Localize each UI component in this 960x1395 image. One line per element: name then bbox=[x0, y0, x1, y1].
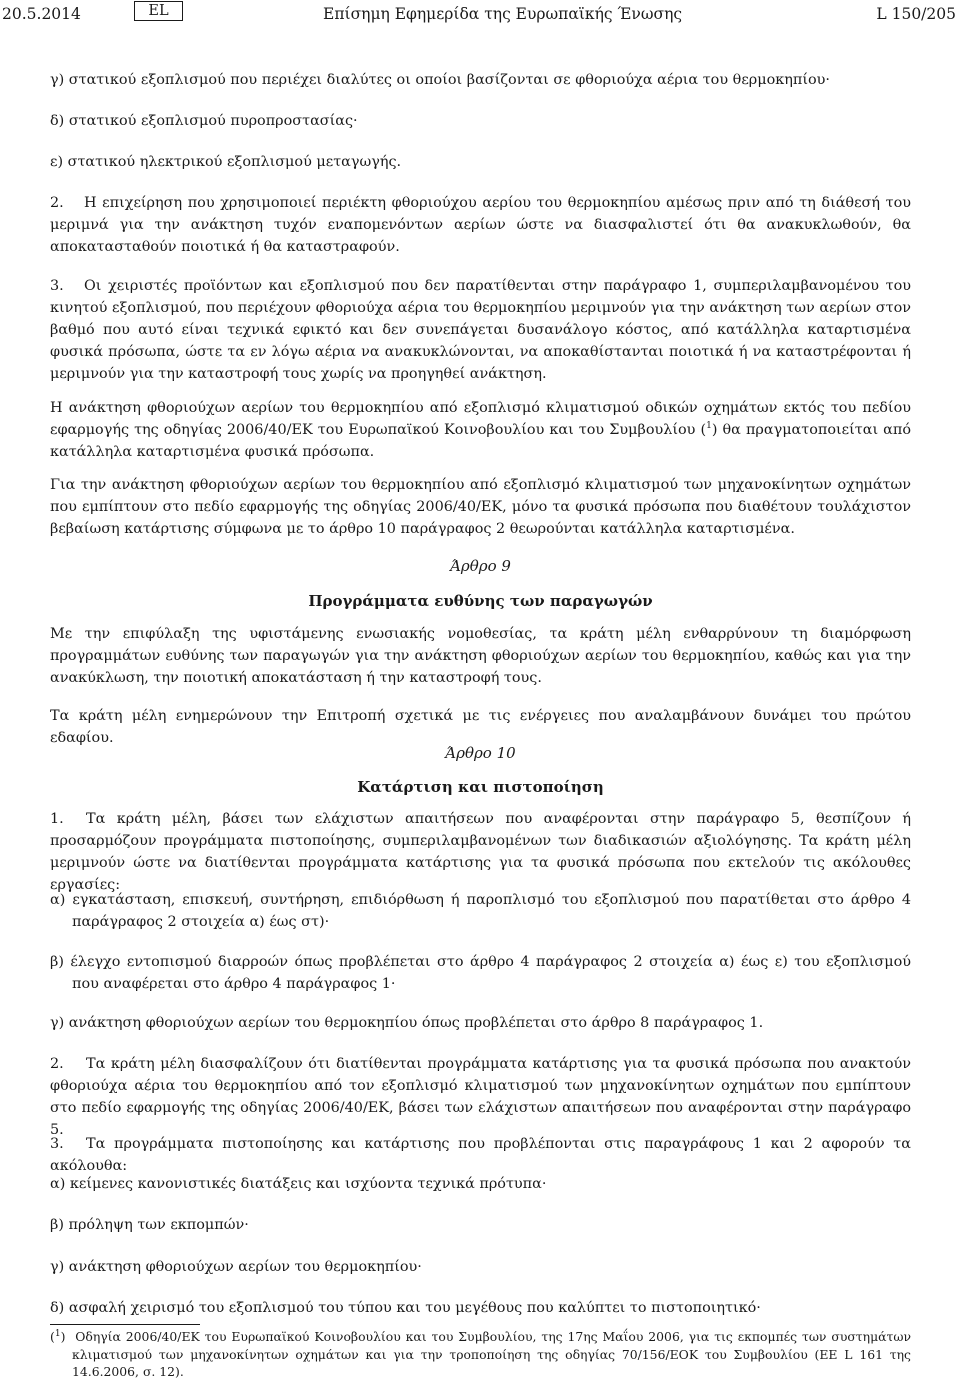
paragraph-text: Τα κράτη μέλη διασφαλίζουν ότι διατίθενται προγράμματα κατάρτισης για τα φυσικά πρόσωπα που ανακτούν φθοριούχα αέρια του θερμοκηπίου από τον εξοπλισμό κλιματισμού των μηχανοκίνητων οχημάτων που εμπίπτουν στο πεδίο εφαρμογής της οδηγίας 2006/40/ΕΚ, βάσει των ελάχιστων απαιτήσεων που αναφέρονται στην παράγραφο 5. bbox=[50, 1056, 911, 1138]
article-10-item-b: β) έλεγχο εντοπισμού διαρροών όπως προβλέπεται στο άρθρο 4 παράγραφος 2 στοιχεία α) έως ε) του εξοπλισμού που αναφέρεται στο άρθρο 4 παράγραφος 1· bbox=[50, 954, 911, 992]
paragraph-2 bbox=[50, 192, 911, 258]
article-10-item-3b: β) πρόληψη των εκπομπών· bbox=[50, 1217, 249, 1233]
paragraph-number: 1. bbox=[50, 811, 64, 827]
paragraph-3 bbox=[50, 275, 911, 385]
article-10-title: Κατάρτιση και πιστοποίηση bbox=[357, 778, 604, 796]
article-10-item-c: γ) ανάκτηση φθοριούχων αερίων του θερμοκηπίου όπως προβλέπεται στο άρθρο 8 παράγραφος 1. bbox=[50, 1015, 764, 1031]
article-9-title: Προγράμματα ευθύνης των παραγωγών bbox=[308, 592, 653, 610]
article-10-item-3a: α) κείμενες κανονιστικές διατάξεις και ισχύοντα τεχνικά πρότυπα· bbox=[50, 1176, 547, 1192]
page-reference: L 150/205 bbox=[876, 5, 956, 23]
paragraph-text: Η επιχείρηση που χρησιμοποιεί περιέκτη φθοριούχου αερίου του θερμοκηπίου αμέσως πριν από τη διάθεσή του μεριμνά για την ανάκτηση τυχόν εναπομενόντων αερίων ώστε να διασφαλιστεί ότι θα ανακυκλωθούν, θα αποκατασταθούν ποιοτικά ή θα καταστραφούν. bbox=[50, 195, 911, 255]
article-10-paragraph-1 bbox=[50, 808, 911, 896]
list-item-e: ε) στατικού ηλεκτρικού εξοπλισμού μεταγωγής. bbox=[50, 154, 402, 170]
article-9-number: Άρθρο 9 bbox=[450, 557, 511, 575]
article-10-paragraph-3 bbox=[50, 1133, 911, 1177]
paragraph-number: 2. bbox=[50, 1056, 64, 1072]
paragraph-text: ) θα πραγματοποιείται από κατάλληλα καταρτισμένα φυσικά πρόσωπα. bbox=[50, 422, 911, 460]
footnote-mark: 1 bbox=[54, 1328, 61, 1339]
paragraph-vehicles bbox=[50, 397, 911, 463]
article-10-item-3c: γ) ανάκτηση φθοριούχων αερίων του θερμοκηπίου· bbox=[50, 1259, 422, 1275]
article-10-item-a: α) εγκατάσταση, επισκευή, συντήρηση, επιδιόρθωση ή παροπλισμό του εξοπλισμού που παρατίθεται στο άρθρο 4 παράγραφος 2 στοιχεία α) έως στ)· bbox=[50, 892, 911, 930]
footnote-reference[interactable]: 1 bbox=[706, 421, 712, 432]
language-code-box: EL bbox=[134, 1, 183, 21]
paragraph-text: Η ανάκτηση φθοριούχων αερίων του θερμοκηπίου από εξοπλισμό κλιματισμού οδικών οχημάτων εκτός του πεδίου εφαρμογής της οδηγίας 2006/40/ΕΚ του Ευρωπαϊκού Κοινοβουλίου και του Συμβουλίου ( bbox=[50, 400, 911, 438]
header-date: 20.5.2014 bbox=[2, 5, 81, 23]
paragraph-motor-vehicles: Για την ανάκτηση φθοριούχων αερίων του θερμοκηπίου από εξοπλισμό κλιματισμού των μηχανοκίνητων οχημάτων που εμπίπτουν στο πεδίο εφαρμογής της οδηγίας 2006/40/ΕΚ, μόνο τα φυσικά πρόσωπα που διαθέτουν τουλάχιστον βεβαίωση κατάρτισης σύμφωνα με το άρθρο 10 παράγραφος 2 θεωρούνται κατάλληλα καταρτισμένα. bbox=[50, 477, 911, 537]
list-item-d: δ) στατικού εξοπλισμού πυροπροστασίας· bbox=[50, 113, 358, 129]
article-9-paragraph-1: Με την επιφύλαξη της υφιστάμενης ενωσιακής νομοθεσίας, τα κράτη μέλη ενθαρρύνουν τη διαμόρφωση προγραμμάτων ευθύνης των παραγωγών για την ανάκτηση φθοριούχων αερίων του θερμοκηπίου, καθώς και για την ανακύκλωση, την ποιοτική αποκατάσταση ή την καταστροφή τους. bbox=[50, 626, 911, 686]
paragraph-text: Τα προγράμματα πιστοποίησης και κατάρτισης που προβλέπονται στις παραγράφους 1 και 2 αφορούν τα ακόλουθα: bbox=[50, 1136, 911, 1174]
paragraph-text: Οι χειριστές προϊόντων και εξοπλισμού που δεν παρατίθενται στην παράγραφο 1, συμπεριλαμβανομένου του κινητού εξοπλισμού, που περιέχουν φθοριούχα αέρια του θερμοκηπίου μεριμνούν για την ανάκτηση των αερίων στον βαθμό που αυτό είναι τεχνικά εφικτό και δεν συνεπάγεται δυσανάλογο κόστος, από κατάλληλα καταρτισμένα φυσικά πρόσωπα, ώστε τα εν λόγω αέρια να ανακυκλώνονται, να αποκαθίστανται ποιοτικά ή να καταστρέφονται ή μεριμνούν για την καταστροφή τους χωρίς να προηγηθεί ανάκτηση. bbox=[50, 278, 911, 382]
footnote-separator bbox=[50, 1324, 200, 1325]
paragraph-number: 2. bbox=[50, 195, 64, 211]
list-item-g: γ) στατικού εξοπλισμού που περιέχει διαλύτες οι οποίοι βασίζονται σε φθοριούχα αέρια του θερμοκηπίου· bbox=[50, 72, 830, 88]
paragraph-number: 3. bbox=[50, 278, 64, 294]
paragraph-text: Τα κράτη μέλη, βάσει των ελάχιστων απαιτήσεων που αναφέρονται στην παράγραφο 5, θεσπίζουν ή προσαρμόζουν προγράμματα πιστοποίησης, συμπεριλαμβανομένων των διαδικασιών αξιολόγησης. Τα κράτη μέλη μεριμνούν ώστε να διατίθενται προγράμματα κατάρτισης για τα φυσικά πρόσωπα που εκτελούν τις ακόλουθες εργασίες: bbox=[50, 811, 911, 893]
article-10-paragraph-2 bbox=[50, 1053, 911, 1141]
article-9-paragraph-2: Τα κράτη μέλη ενημερώνουν την Επιτροπή σχετικά με τις ενέργειες που αναλαμβάνουν δυνάμει του πρώτου εδαφίου. bbox=[50, 708, 911, 746]
footnote-text: Οδηγία 2006/40/ΕΚ του Ευρωπαϊκού Κοινοβουλίου και του Συμβουλίου, της 17ης Μαΐου 2006, για τις εκπομπές των συστημάτων κλιματισμού των μηχανοκίνητων οχημάτων και για την τροποποίηση της οδηγίας 70/156/ΕΟΚ του Συμβουλίου (ΕΕ L 161 της 14.6.2006, σ. 12). bbox=[72, 1329, 911, 1379]
article-10-number: Άρθρο 10 bbox=[445, 744, 516, 762]
paragraph-number: 3. bbox=[50, 1136, 64, 1152]
journal-title: Επίσημη Εφημερίδα της Ευρωπαϊκής Ένωσης bbox=[323, 5, 683, 23]
article-10-item-3d: δ) ασφαλή χειρισμό του εξοπλισμού του τύπου και του μεγέθους που καλύπτει το πιστοποιητικό· bbox=[50, 1300, 761, 1316]
footnote: ($^1$) Οδηγία 2006/40/ΕΚ του Ευρωπαϊκού Κοινοβουλίου και του Συμβουλίου, της 17ης Μαΐου 2006, για τις εκπομπές των συστημάτων κλιματισμού των μηχανοκίνητων οχημάτων και για την τροποποίηση της οδηγίας 70/156/ΕΟΚ του Συμβουλίου (ΕΕ L 161 της 14.6.2006, σ. 12). bbox=[50, 1328, 911, 1379]
